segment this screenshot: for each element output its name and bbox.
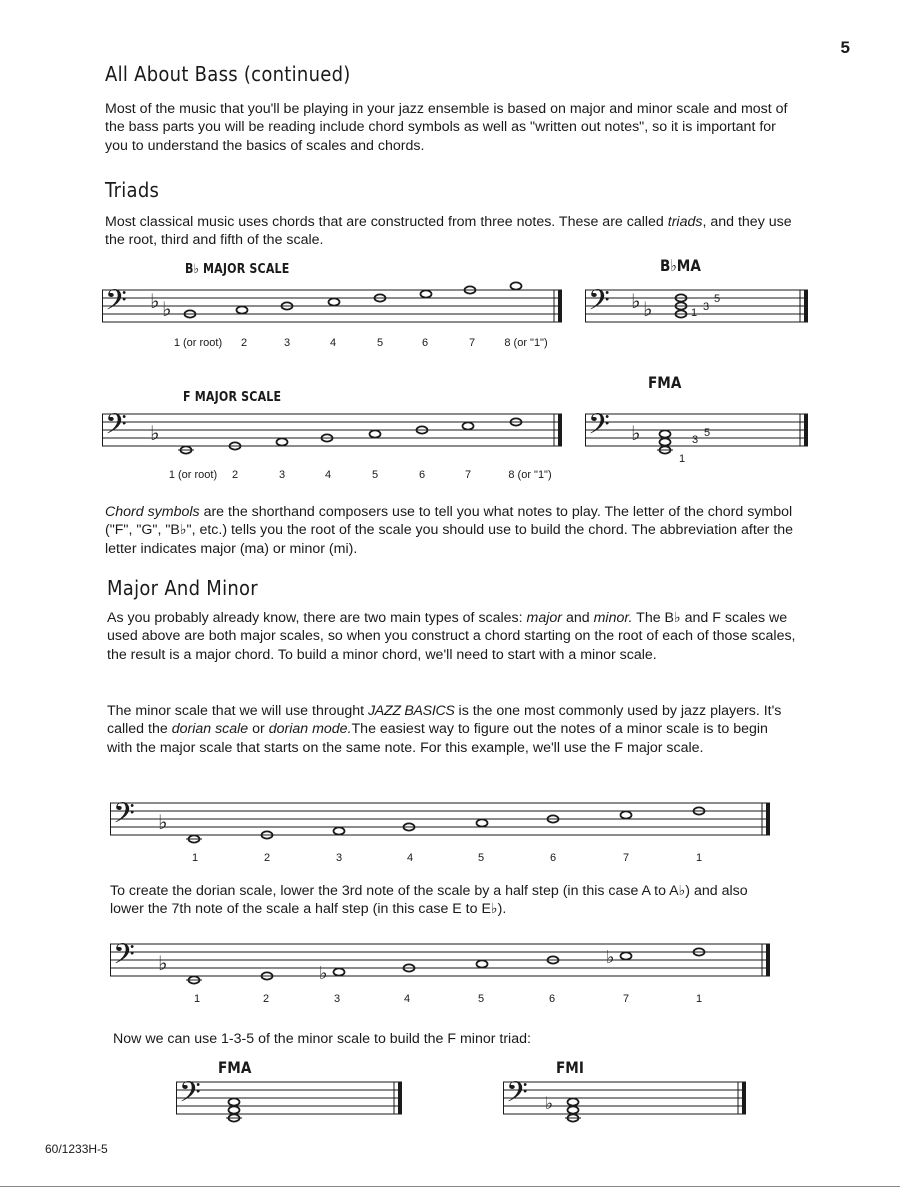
bb-chord-number-3: 3	[703, 301, 710, 313]
f-dorian-scale-staff	[110, 934, 772, 990]
flat-icon: ♭	[631, 421, 641, 445]
flat-icon: ♭	[158, 810, 168, 834]
bb-degree-8: 8 (or "1")	[504, 337, 548, 349]
f-major-scale-staff	[102, 404, 564, 462]
create-dorian-paragraph: To create the dorian scale, lower the 3rd note of the scale by a half step (in this case A to A♭) and also lower the 7th note of the scale a half step (in this case E to E♭).	[110, 883, 748, 918]
bb-major-chord-symbol: B♭MA	[660, 256, 701, 275]
f-long-degree-3: 3	[335, 852, 343, 864]
major-minor-paragraph: As you probably already know, there are two main types of scales: major and minor. The B♭ and F scales we used above are both major scales, so when you construct a chord starting on the root of each of those scales, the result is a major chord. To build a minor chord, we'll need to start with a minor scale.	[107, 610, 796, 663]
minor-triad-paragraph: Now we can use 1-3-5 of the minor scale to build the F minor triad:	[113, 1031, 531, 1047]
fma-chord-symbol: FMA	[218, 1058, 252, 1077]
f-degree-2: 2	[231, 469, 239, 481]
section-heading-major-minor: Major And Minor	[107, 576, 258, 600]
flat-icon: ♭	[631, 289, 641, 313]
f-long-degree-5: 5	[477, 852, 485, 864]
bass-clef-icon: 𝄢	[179, 1076, 201, 1116]
f-major-chord-symbol: FMA	[648, 373, 682, 392]
flat-icon: ♭	[150, 421, 160, 445]
f-major-scale-label: F MAJOR SCALE	[183, 390, 282, 405]
dorian-degree-6: 6	[548, 993, 556, 1005]
f-degree-7: 7	[464, 469, 472, 481]
f-degree-4: 4	[324, 469, 332, 481]
bass-clef-icon: 𝄢	[113, 797, 135, 837]
bb-degree-7: 7	[468, 337, 476, 349]
f-long-degree-1: 1	[191, 852, 199, 864]
flat-icon: ♭	[606, 947, 615, 968]
bb-degree-5: 5	[376, 337, 384, 349]
dorian-degree-4: 4	[403, 993, 411, 1005]
f-long-degree-2: 2	[263, 852, 271, 864]
bb-major-chord-staff	[585, 278, 810, 334]
f-long-degree-8: 1	[695, 852, 703, 864]
f-degree-3: 3	[278, 469, 286, 481]
f-degree-8: 8 (or "1")	[508, 469, 552, 481]
f-major-scale-staff-long	[110, 793, 772, 849]
f-chord-number-1: 1	[679, 453, 686, 465]
triads-paragraph: Most classical music uses chords that are constructed from three notes. These are called triads, and they use the root, third and fifth of the scale.	[105, 214, 792, 249]
section-heading-triads: Triads	[105, 178, 160, 202]
flat-icon: ♭	[150, 289, 160, 313]
dorian-degree-7: 7	[622, 993, 630, 1005]
bb-major-scale-staff	[102, 278, 564, 334]
page-number: 5	[840, 38, 850, 57]
f-major-chord-staff	[585, 404, 810, 462]
dorian-degree-1: 1	[193, 993, 201, 1005]
f-degree-5: 5	[371, 469, 379, 481]
bb-degree-1: 1 (or root)	[173, 337, 223, 349]
flat-icon: ♭	[643, 297, 653, 321]
bb-chord-number-1: 1	[691, 307, 698, 319]
fma-chord-staff	[176, 1072, 404, 1130]
flat-icon: ♭	[162, 297, 172, 321]
f-long-degree-7: 7	[622, 852, 630, 864]
flat-icon: ♭	[158, 951, 168, 975]
bb-degree-3: 3	[283, 337, 291, 349]
bb-degree-6: 6	[421, 337, 429, 349]
bass-clef-icon: 𝄢	[588, 408, 610, 448]
bass-clef-icon: 𝄢	[105, 408, 127, 448]
bb-degree-2: 2	[240, 337, 248, 349]
f-degree-1: 1 (or root)	[168, 469, 218, 481]
bb-chord-number-5: 5	[714, 293, 721, 305]
bass-clef-icon: 𝄢	[105, 284, 127, 324]
dorian-degree-5: 5	[477, 993, 485, 1005]
f-long-degree-6: 6	[549, 852, 557, 864]
f-chord-number-5: 5	[704, 427, 711, 439]
bb-degree-4: 4	[329, 337, 337, 349]
bass-clef-icon: 𝄢	[113, 938, 135, 978]
dorian-degree-8: 1	[695, 993, 703, 1005]
flat-icon: ♭	[319, 963, 328, 984]
bb-major-scale-label: B♭ MAJOR SCALE	[185, 262, 290, 277]
footer-code: 60/1233H-5	[45, 1142, 108, 1156]
f-degree-6: 6	[418, 469, 426, 481]
chord-symbols-paragraph: Chord symbols are the shorthand composers use to tell you what notes to play. The letter of the chord symbol ("F", "G", "B♭", etc.) tells you the root of the scale you should use to build the chord. The abbreviation after the letter indicates major (ma) or minor (mi).	[105, 504, 794, 557]
dorian-paragraph: The minor scale that we will use throught JAZZ BASICS is the one most commonly used by jazz players. It's called the dorian scale or dorian mode.The easiest way to figure out the notes of a minor scale is to begin with the major scale that starts on the same note. For this example, we'll use the F major scale.	[107, 703, 782, 756]
intro-paragraph: Most of the music that you'll be playing in your jazz ensemble is based on major and minor scale and most of the bass parts you will be reading include chord symbols as well as "written out notes", so it is important for you to understand the basics of scales and chords.	[105, 101, 788, 154]
fmi-chord-symbol: FMI	[556, 1058, 584, 1077]
bass-clef-icon: 𝄢	[506, 1076, 528, 1116]
dorian-degree-2: 2	[262, 993, 270, 1005]
f-long-degree-4: 4	[406, 852, 414, 864]
section-heading-bass: All About Bass (continued)	[105, 62, 351, 86]
flat-icon: ♭	[545, 1094, 554, 1114]
fmi-chord-staff	[503, 1072, 748, 1130]
dorian-degree-3: 3	[333, 993, 341, 1005]
f-chord-number-3: 3	[692, 434, 699, 446]
bass-clef-icon: 𝄢	[588, 284, 610, 324]
bottom-rule	[0, 1186, 900, 1187]
